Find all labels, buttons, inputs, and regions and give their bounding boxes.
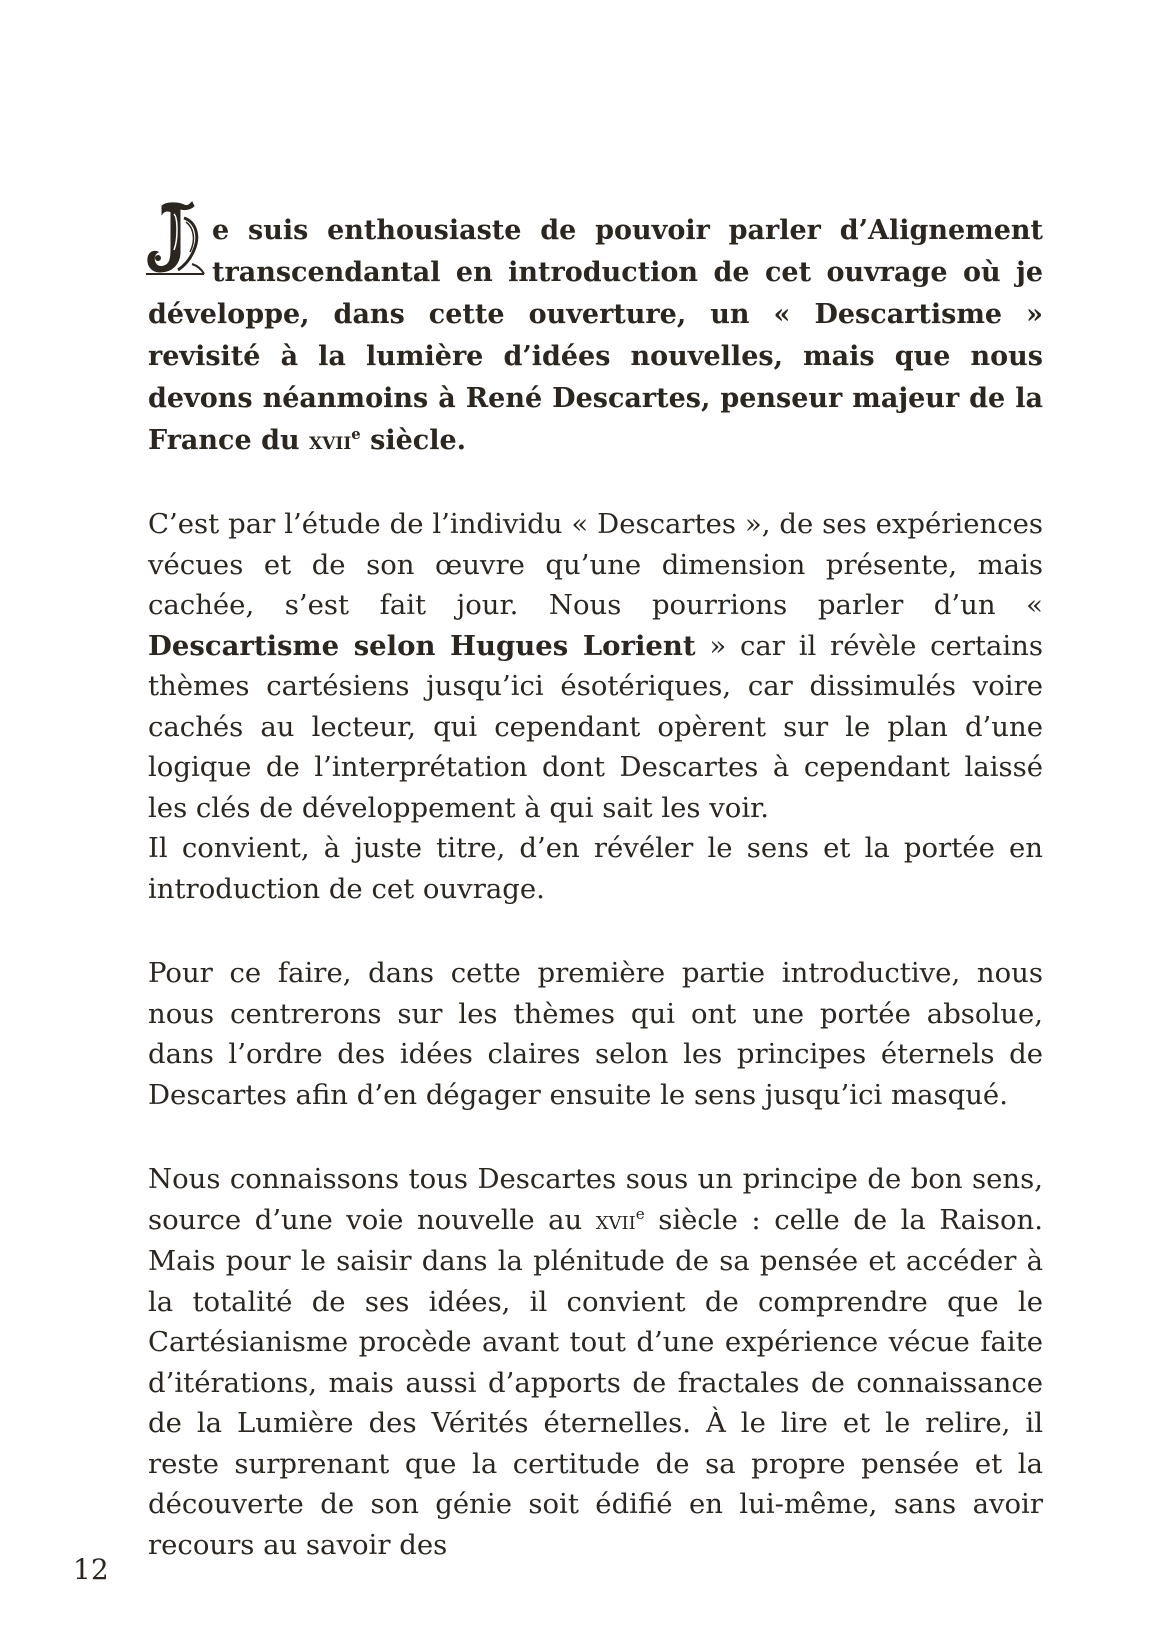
intro-century: xvii [308, 426, 352, 455]
page-number: 12 [73, 1553, 109, 1586]
paragraph-3-text-end: siècle : celle de la Raison. Mais pour le saisir dans la plénitude de sa pensée et accéder à la totalité de ses idées, il convient de comprendre que le Cartésianisme procède avant tout d’une expérience vécue faite d’itérations, mais aussi d’apports de fractales de connaissance de la Lumière des Vérités éternelles. À le lire et le relire, il reste surprenant que la certitude de sa propre pensée et la découverte de son génie soit édifié en lui-même, sans avoir recours au savoir des [148, 1203, 1043, 1561]
paragraph-3-text-start: Nous connaissons tous Descartes sous un principe de bon sens, source d’une voie nouvelle au [148, 1163, 1043, 1236]
paragraph-descartes-study [148, 504, 1043, 909]
paragraph-2-text: Pour ce faire, dans cette première partie introductive, nous nous centrerons sur les thèmes qui ont une portée absolue, dans l’ordre des idées claires selon les principes éternels de Descartes afin d’en dégager ensuite le sens jusqu’ici masqué. [148, 957, 1043, 1111]
paragraph-1-closing-line: Il convient, à juste titre, d’en révéler le sens et la portée en introduction de cet ouvrage. [148, 832, 1043, 905]
page-body [148, 210, 1043, 1565]
paragraph-good-sense [148, 1159, 1043, 1565]
paragraph-1-text-end: » car il révèle certains thèmes cartésiens jusqu’ici ésotériques, car dissimulés voire cachés au lecteur, qui cependant opèrent sur le plan d’une logique de l’interprétation dont Descartes à cependant laissé les clés de développement à qui sait les voir. [148, 629, 1043, 824]
paragraph-3-century-sup: e [635, 1204, 645, 1223]
intro-paragraph [148, 210, 1043, 462]
paragraph-1-text-start: C’est par l’étude de l’individu « Descartes », de ses expériences vécues et de son œuvre qu’une dimension présente, mais cachée, s’est fait jour. Nous pourrions parler d’un « [148, 508, 1043, 621]
paragraph-3-century: xvii [595, 1205, 636, 1235]
intro-text-start: e suis enthousiaste de pouvoir parler d’Alignement transcendantal en introduction de cet ouvrage où je développe, dans cette ouverture, un « Descartisme » revisité à la lumière d’idées nouvelles, mais que nous devons néanmoins à René Descartes, penseur majeur de la France du [148, 215, 1043, 456]
ornate-dropcap-icon [144, 200, 206, 276]
paragraph-introductive-part [148, 953, 1043, 1115]
intro-text-end: siècle. [360, 425, 467, 456]
intro-century-sup: e [351, 425, 361, 443]
paragraph-1-bold-term: Descartisme selon Hugues Lorient [148, 629, 696, 662]
